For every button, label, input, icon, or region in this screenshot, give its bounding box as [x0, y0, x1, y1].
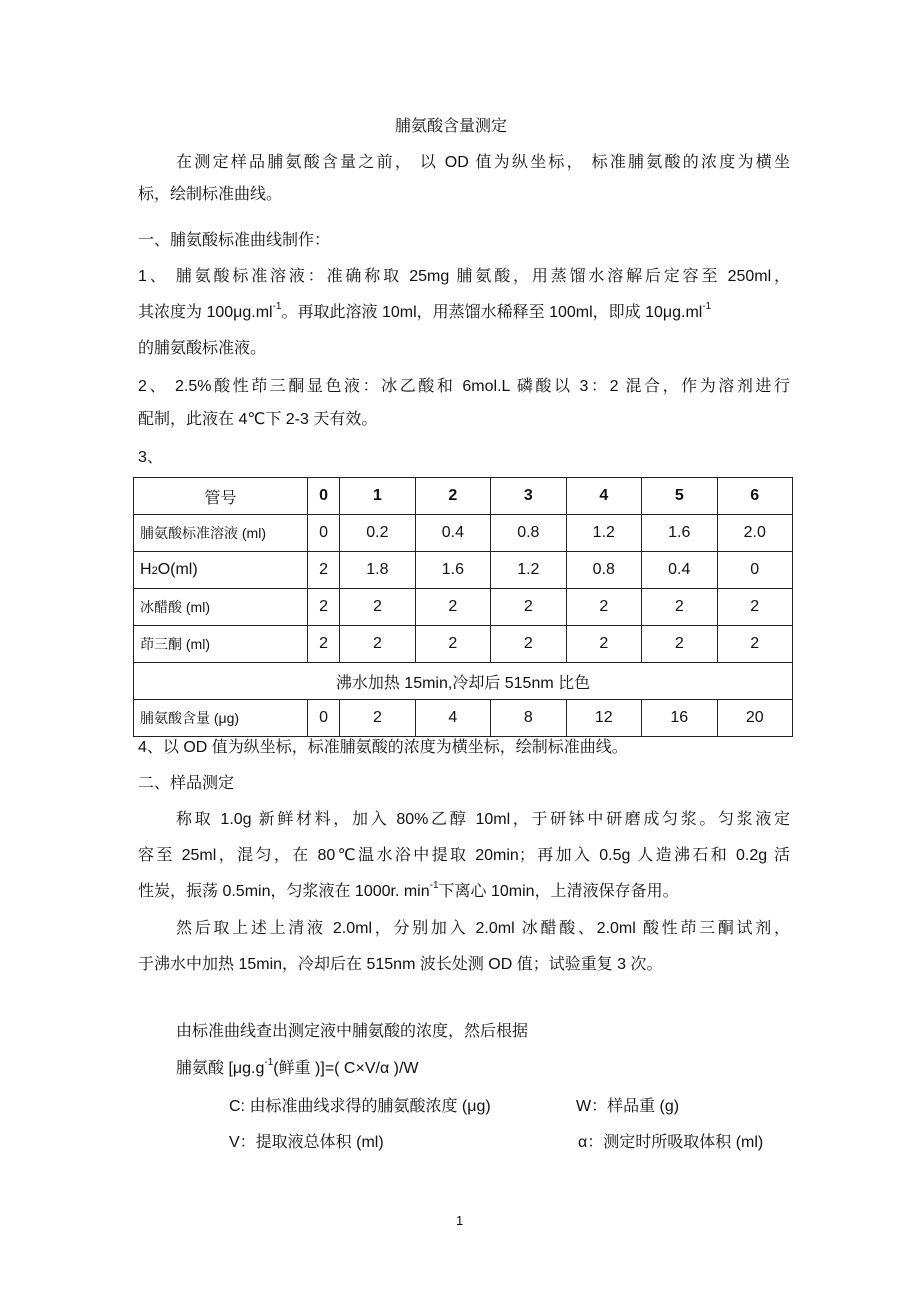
- item-2-line-1: 2、 2.5%酸性茚三酮显色液：冰乙酸和 6mol.L 磷酸以 3：2 混合，作为溶剂进行: [138, 378, 790, 395]
- cell: 16: [642, 700, 717, 737]
- superscript: -1: [429, 880, 439, 891]
- header-cell: 3: [491, 478, 566, 515]
- item-4: 4、以 OD 值为纵坐标，标准脯氨酸的浓度为横坐标，绘制标准曲线。: [138, 739, 628, 756]
- cell: 0.8: [566, 552, 641, 589]
- cell: 2: [491, 589, 566, 626]
- superscript: -1: [702, 301, 712, 312]
- item-1-line-3: 的脯氨酸标准液。: [138, 340, 267, 357]
- cell: 2: [415, 589, 490, 626]
- table-row: [134, 700, 793, 737]
- header-cell: 4: [566, 478, 641, 515]
- text: 脯氨酸 [μg.g: [176, 1060, 265, 1077]
- cell: 2: [566, 626, 641, 663]
- note-cell: 沸水加热 15min,冷却后 515nm 比色: [134, 663, 793, 700]
- intro-line-2: 标，绘制标准曲线。: [138, 186, 283, 203]
- cell: 1.8: [340, 552, 415, 589]
- section-1-heading: 一、脯氨酸标准曲线制作：: [138, 232, 331, 249]
- header-cell: 5: [642, 478, 717, 515]
- formula: [176, 1059, 419, 1079]
- cell: 0.4: [642, 552, 717, 589]
- p3-line-2: 于沸水中加热 15min，冷却后在 515nm 波长处测 OD 值；试验重复 3 次。: [138, 956, 663, 973]
- table-row: [134, 626, 793, 663]
- cell: 1.2: [491, 552, 566, 589]
- p2-line-1: 称取 1.0g 新鲜材料，加入 80%乙醇 10ml，于研钵中研磨成匀浆。匀浆液定: [176, 811, 790, 828]
- page-title: 脯氨酸含量测定: [395, 118, 508, 135]
- p2-line-2: 容至 25ml，混匀，在 80℃温水浴中提取 20min；再加入 0.5g 人造沸石和 0.2g 活: [138, 847, 790, 864]
- p2-line-3: [138, 882, 679, 902]
- cell: 0.2: [340, 515, 415, 552]
- cell: 1.6: [415, 552, 490, 589]
- cell: 2: [308, 552, 340, 589]
- cell: 2: [717, 626, 793, 663]
- header-cell: 6: [717, 478, 793, 515]
- cell: 4: [415, 700, 490, 737]
- cell: 2: [340, 589, 415, 626]
- table-header-row: [134, 478, 793, 515]
- subscript: 2: [151, 565, 158, 577]
- section-2-heading: 二、样品测定: [138, 775, 235, 792]
- cell: 2: [308, 626, 340, 663]
- p3-line-1: 然后取上述上清液 2.0ml，分别加入 2.0ml 冰醋酸、2.0ml 酸性茚三酮试剂，: [176, 920, 790, 937]
- cell: 1.2: [566, 515, 641, 552]
- row-label: 脯氨酸含量 (μg): [134, 700, 308, 737]
- cell: 2: [340, 700, 415, 737]
- def-alpha: α：测定时所吸取体积 (ml): [578, 1134, 764, 1151]
- cell: 2: [415, 626, 490, 663]
- item-2-line-2: 配制，此液在 4℃下 2-3 天有效。: [138, 411, 378, 428]
- text: 下离心 10min，上清液保存备用。: [438, 883, 679, 900]
- header-cell: 0: [308, 478, 340, 515]
- intro-line-1: 在测定样品脯氨酸含量之前， 以 OD 值为纵坐标， 标准脯氨酸的浓度为横坐: [176, 154, 790, 171]
- cell: 1.6: [642, 515, 717, 552]
- cell: 20: [717, 700, 793, 737]
- header-cell: 管号: [134, 478, 308, 515]
- row-label: 脯氨酸标准溶液 (ml): [134, 515, 308, 552]
- cell: 2: [340, 626, 415, 663]
- superscript: -1: [272, 301, 282, 312]
- superscript: -1: [264, 1057, 274, 1068]
- table-row: [134, 515, 793, 552]
- def-w: W：样品重 (g): [576, 1098, 680, 1115]
- cell: 8: [491, 700, 566, 737]
- cell: 0: [308, 700, 340, 737]
- table-row: [134, 552, 793, 589]
- header-cell: 2: [415, 478, 490, 515]
- cell: 2: [491, 626, 566, 663]
- cell: 2: [642, 589, 717, 626]
- text: 。再取此溶液 10ml，用蒸馏水稀释至 100ml，即成 10μg.ml: [281, 304, 703, 321]
- cell: 0.4: [415, 515, 490, 552]
- cell: 2.0: [717, 515, 793, 552]
- cell: 2: [717, 589, 793, 626]
- text: (鲜重 )]=( C×V/α )/W: [273, 1060, 419, 1077]
- p4: 由标准曲线查出测定液中脯氨酸的浓度，然后根据: [176, 1023, 529, 1040]
- cell: 12: [566, 700, 641, 737]
- header-cell: 1: [340, 478, 415, 515]
- page-number: 1: [456, 1213, 464, 1228]
- text: 其浓度为 100μg.ml: [138, 304, 273, 321]
- row-label: [134, 552, 308, 589]
- def-c: C: 由标准曲线求得的脯氨酸浓度 (μg): [229, 1098, 491, 1115]
- item-3-label: 3、: [138, 449, 163, 466]
- cell: 0.8: [491, 515, 566, 552]
- text: 性炭，振荡 0.5min，匀浆液在 1000r. min: [138, 883, 430, 900]
- table-row: [134, 589, 793, 626]
- def-v: V：提取液总体积 (ml): [229, 1134, 384, 1151]
- item-1-line-1: 1、 脯氨酸标准溶液：准确称取 25mg 脯氨酸，用蒸馏水溶解后定容至 250ml，: [138, 268, 790, 285]
- table-note-row: [134, 663, 793, 700]
- cell: 0: [717, 552, 793, 589]
- item-1-line-2: [138, 303, 711, 323]
- row-label: 茚三酮 (ml): [134, 626, 308, 663]
- text: O(ml): [157, 561, 198, 578]
- text: H: [140, 561, 152, 578]
- cell: 2: [308, 589, 340, 626]
- cell: 0: [308, 515, 340, 552]
- cell: 2: [566, 589, 641, 626]
- proline-standard-table: [133, 477, 793, 737]
- row-label: 冰醋酸 (ml): [134, 589, 308, 626]
- cell: 2: [642, 626, 717, 663]
